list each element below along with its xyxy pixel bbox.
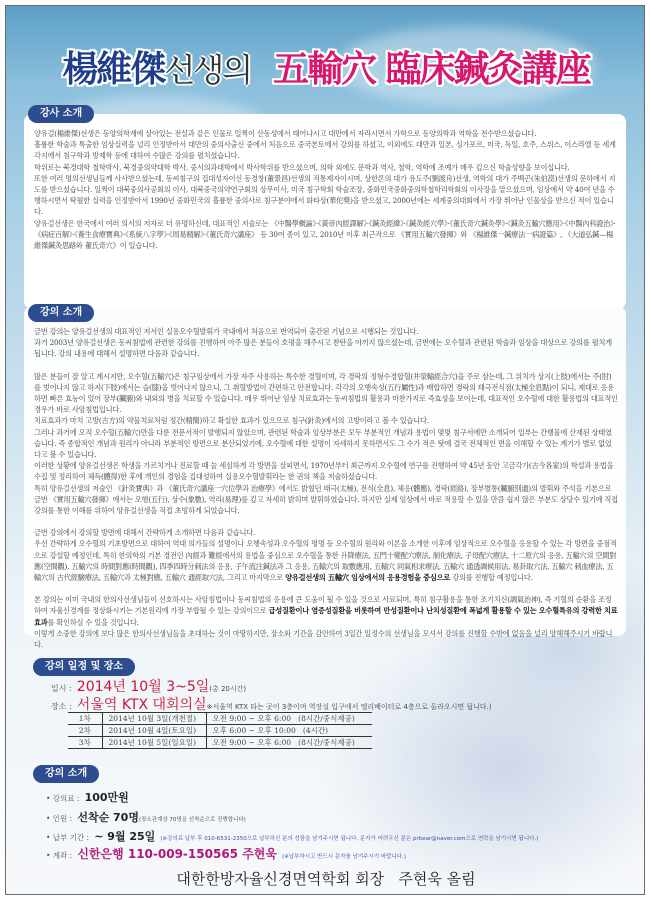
table-row (68, 725, 372, 737)
title-course: 五輸穴 臨床鍼灸講座 (273, 49, 590, 90)
lecture-emphasis: 양유걸선생의 五輸穴 임상에서의 응용경험을 중심으로 (285, 573, 451, 583)
table-row (68, 737, 372, 749)
time-text: 오전 9:00 ~ 오후 6:00 (212, 714, 291, 723)
lecture-text-run: 우선 간략하게 오수혈의 기초방면으로 대하여 역대 의가들의 설명이나 오행속성과 오수혈의 명명 등 오수혈의 원리와 이론을 소개한 이후에 임상적으로 오수혈을 응용할 수 있는 각 방면을 중점적으로 강설할 예정인데, 특히 한의학의 기본 경전인 內經과 難經에서의 용법을 중심으로 오수혈을 통한 升降療法, 五門十變配穴療法, 制化療法, 子母配穴療法, 十二原穴의 응용, 五輸穴의 空間對應(空間觀), 五輸穴의 時間對應(時間觀), 四季四時分刺法의 응용, 子午流注鍼法과 그 응용, 五輸穴의 取數應用, 五輸穴 同氣相求療法, 五輸穴 通透調候用法, 易卦取穴法, 五輸穴 刺血療法, 五輸穴의 古代經驗療法, 五輸穴과 太極對應, 五輸穴 通經取穴法, 그리고 마지막으로 (34, 539, 617, 583)
spacer (34, 516, 618, 527)
schedule-place (51, 694, 492, 714)
instructor-paragraph: 또한 여러 명의선생님들께 사사받으셨는데, 동씨침구의 집대성자이신 동경창(董景昌)선생의 적통제자이시며, 상한론의 대가 유도주(劉渡舟)선생, 역학의 대가 주백곤(朱伯崑)선생의 문하에서 지도를 받으셨습니다. 일찍이 대북중의사공회의 이사, 대북중국의약연구회의 상무이사, 미국 침구학회 학술조장, 중화민국중화중의학철학리학회의 이사장을 맡으셨으며, 임상에서 약 40여 년을 수행하시면서 탁월한 실력을 인정받아서 1990년 중화민국의 훌륭한 중의사로 침구분야에서 화타상(華佗獎)을 받으셨고, 2000년에는 세계중의대회에서 가장 뛰어난 인물상을 받으신 적이 있습니다. (34, 173, 616, 217)
instructor-paragraph: 양유걸선생은 한국에서 여러 의서의 저자로 더 유명하신데, 대표적인 저술로는 《中醫學概論》·《黃帝內經譯解》·《鍼灸經緯》·《鍼灸經穴學》·《董氏奇穴鍼灸學》·《鍼灸五輸穴應用》·《中醫內科證治》·《病症百解》·《養生食療寶典》·《系統八字學》·《周易精解》·《董氏奇穴講座》 등 30여 종이 있고, 2010년 이후 최근작으로 《實用五輸穴發揮》와 《楊維傑一鍼療法一病證篇》, 《大道弘鍼—楊維傑鍼灸思路와 董氏奇穴》이 있습니다. (34, 218, 616, 251)
lecture-paragraph: 금번 강의에서 강의할 방면에 대해서 간략하게 소개하면 다음과 같습니다. (34, 528, 256, 538)
place-note: ※서울역 KTX 타는 곳이 3층이며 역장실 입구에서 엘리베이터로 4층으로 올라오시면 됩니다.) (206, 703, 492, 711)
date-cell: 2014년 10월 3일(개천절) (102, 713, 206, 725)
lecture-paragraph: 과거 2003년 양유걸선생은 동씨침법에 관련한 강의를 진행하여 아주 많은 분들이 호평을 해주시고 찬탄을 아끼지 않으셨는데, 금번에는 오수혈과 관련된 학술과 임상을 대상으로 강의를 펼치게 됩니다. 강의 내용에 대해서 설명하면 다음과 같습니다. (34, 338, 612, 359)
time-cell (206, 737, 372, 749)
schedule-date (51, 676, 246, 696)
spacer (34, 583, 618, 594)
date-value: 2014년 10월 3~5일 (76, 679, 210, 695)
time-text: 오전 9:00 ~ 오후 6:00 (212, 738, 291, 747)
deadline-note: (※강의료 납부 후 010-6531-2350으로 납부하신 분의 성함을 남겨주시면 됩니다. 문자가 어려우신 분은 prbear@naver.com으로 연락을 남기시면 됩니다.) (160, 836, 539, 842)
instructor-paragraph: 양유걸(楊維傑)선생은 동양의학계에 살아있는 전설과 같은 인물로 일찍이 산동성에서 태어나시고 대만에서 자라시면서 가학으로 동양의학과 역학을 전수받으셨습니다. (34, 129, 537, 138)
place-value: 서울역 KTX 대회의실 (76, 697, 207, 713)
time-cell (206, 713, 372, 725)
account-label: • 계좌 : (46, 851, 73, 860)
lecture-paragraph (34, 538, 618, 583)
lecture-text (34, 326, 618, 650)
title-name-suffix: 선생의 (164, 51, 252, 89)
fee-value: 100만원 (84, 791, 129, 804)
account-line (46, 843, 406, 862)
session-cell: 2차 (68, 725, 102, 737)
section-label-lecture: 강의 소개 (28, 304, 94, 322)
lecture-paragraph: 금번 강의는 양유걸선생의 대표적인 저서인 실용오수혈발휘가 국내에서 처음으로 번역되어 출간된 기념으로 시행되는 것입니다. (34, 327, 419, 336)
table-row (68, 713, 372, 725)
poster (5, 5, 645, 895)
deadline-value: ~ 9월 25일 (94, 830, 156, 843)
time-note: (4시간) (302, 726, 329, 735)
lecture-paragraph: 그러나 과거에 오직 오수혈(五輸穴)만을 다룬 전문서적이 발행되지 않았으며, 관련된 학술과 임상부분은 모두 부분적인 개념과 용법이 몇몇 침구서에만 소개되어 일부는 간행물에 산재된 상태였습니다. 즉 종합적인 개념과 원리가 아니라 부분적인 방면으로 분산되었기에, 오수혈에 대한 설명이 자세하지 못하면서도 그 수가 적은 탓에 결국 전체적인 면을 이해할 수 있는 계기가 별로 없었다고 볼 수 있습니다. (34, 427, 612, 460)
instructor-text (34, 128, 618, 251)
date-cell: 2014년 10월 4일(토요일) (102, 725, 206, 737)
capacity-line (46, 806, 246, 825)
time-text: 오후 6:00 ~ 오후 10:00 (212, 726, 296, 735)
account-note: (※납부하시고 반드시 문자를 남겨주시기 바랍니다.) (282, 854, 406, 860)
session-cell: 1차 (68, 713, 102, 725)
lecture-emphasis: 급성질환이나 염증성질환을 비롯하여 만성질환이나 난치성질환에 폭넓게 활용할 수 있는 오수혈특유의 강력한 치료효과 (34, 606, 618, 627)
place-label: 장소 : (51, 702, 72, 711)
date-label: 일시 : (51, 684, 72, 693)
page-title (6, 41, 645, 92)
schedule-table (68, 712, 372, 749)
capacity-label: • 인원 : (46, 814, 73, 823)
capacity-note: (장소관계상 70명을 선착순으로 진행합니다) (138, 817, 246, 823)
fee-line (46, 786, 129, 805)
title-name-hanja: 楊維傑 (62, 49, 165, 90)
date-note: (총 20시간) (209, 685, 247, 693)
time-note: (8시간/중식제공) (298, 714, 355, 723)
instructor-paragraph: 학위로는 북경대학 철학박사, 북경중의약대학 박사, 중서의과대학에서 박사학위를 받으셨으며, 의학 외에도 문학과 역사, 철학, 역학에 조예가 매우 깊으신 학술성향을 보이십니다. (34, 162, 570, 172)
lecture-text-run: 강의를 진행할 예정입니다. (450, 573, 533, 583)
lecture-paragraph: 이렇게 소중한 강의에 보다 많은 한의사선생님들을 초대하는 것이 마땅하지만, 장소와 기간을 감안하여 3일간 일정수의 선생님을 모셔서 강의를 진행할 수밖에 없음을 널리 양해해주시기 바랍니다. (34, 628, 613, 650)
lecture-paragraph (34, 594, 618, 628)
deadline-line (46, 825, 538, 844)
lecture-text-run: 를 확인하실 수 있을 것입니다. (47, 617, 139, 627)
session-cell: 3차 (68, 737, 102, 749)
section-label-instructor: 강사 소개 (28, 105, 94, 123)
time-note: (8시간/중식제공) (298, 738, 355, 747)
deadline-label: • 납부 기간 : (46, 833, 90, 842)
section-label-schedule: 강의 일정 및 장소 (33, 658, 135, 676)
date-cell: 2014년 10월 5일(일요일) (102, 737, 206, 749)
spacer (34, 360, 618, 371)
lecture-paragraph: 많은 분들이 잘 알고 계시지만, 오수혈(五輸穴)은 침구임상에서 가장 자주 사용하는 특수한 경혈이며, 각 경락의 정형수경합혈(井滎輸經合穴)을 주로 삼는데, 그 위치가 상지(上肢)에서는 주(肘)를 벗어나지 않고 하지(下肢)에서는 슬(膝)을 벗어나지 않으니, 그 취혈방법이 간편하고 안전합니다. 각각의 오행속성(五行屬性)과 배합하면 경락의 태극전식점(太極全息點)이 되니, 제대로 응용하면 빠른 효능이 있어 장부(臟腑)와 내외의 병을 치료할 수 있습니다. 매우 뛰어난 임상 치료효과는 동씨침법의 활용과 마찬가지로 즉효성을 보이는데, 대표적인 오수혈에 대한 활용법의 대표적인 경우가 바로 사암침법입니다. (34, 371, 618, 415)
lecture-paragraph: 치료효과가 마치 고방(古方)의 약물치료처럼 정간(精簡)하고 확실한 효과가 있으므로 침구(針灸)에서의 고방이라고 볼 수 있습니다. (34, 416, 429, 426)
signature: 대한한방자율신경면역학회 회장 주현욱 올림 (176, 870, 476, 888)
lecture-text-run: 본 강의는 이미 국내의 한의사선생님들이 선호하시는 사암침법이나 동씨침법의 응용에 큰 도움이 될 수 있을 것으로 사료되며, 특히 침구활용을 통한 조기치신(調氣治神), 즉 기혈의 순환을 조정하여 자율신경계를 정상화시키는 기본원리에 가장 부합될 수 있는 강의이므로 (34, 595, 612, 616)
instructor-paragraph: 훌륭한 학술과 특출한 임상실력을 널리 인정받아서 대만의 중의사출신 중에서 처음으로 중국본토에서 강의를 하셨고, 이외에도 대만과 일본, 싱가포르, 미국, 독일, 호주, 스위스, 이스라엘 등 세계 각지에서 침구학과 방제학 등에 대하여 수많은 강의를 펼치셨습니다. (34, 140, 616, 161)
lecture-paragraph: 이러한 상황에 양유걸선생은 학생을 가르치거나 진료할 때 늘 세심하게 각 방면을 살피면서, 1970년부터 최근까지 오수혈에 연구를 진행하여 약 45년 동안 고금각가(古今各家)의 학설과 용법을 수집 및 정리하여 체득(體得)한 후에 개인의 경험을 집대성하여 실용오수혈발휘라는 한 권의 책을 저술하셨습니다. (34, 461, 614, 482)
fee-label: • 강의료 : (46, 794, 80, 803)
capacity-value: 선착순 70명 (77, 811, 139, 824)
section-label-fees: 강의 소개 (33, 765, 99, 783)
lecture-paragraph: 특히 양유걸선생의 저술인 《針灸寶典》과 《董氏奇穴講座一穴位學과 治療學》에서도 밝혔던 태극(太極), 전식(全息), 체응(體應), 경락(經絡), 장부별통(臟腑別通)의 발휘와 주석을 기본으로 금번 《實用五輸穴發揮》에서는 오행(五行), 상수(象數), 역리(易理)를 깊고 자세히 밝히며 발휘하였습니다. 하지만 실제 임상에서 바로 적용할 수 있을 만큼 쉽지 않은 부분도 상당수 있기에 직접 강의를 통한 이해를 위하여 양유걸선생을 직접 초빙하게 되었습니다. (34, 483, 618, 516)
time-cell (206, 725, 372, 737)
account-value: 신한은행 110-009-150565 주현욱 (77, 847, 277, 861)
